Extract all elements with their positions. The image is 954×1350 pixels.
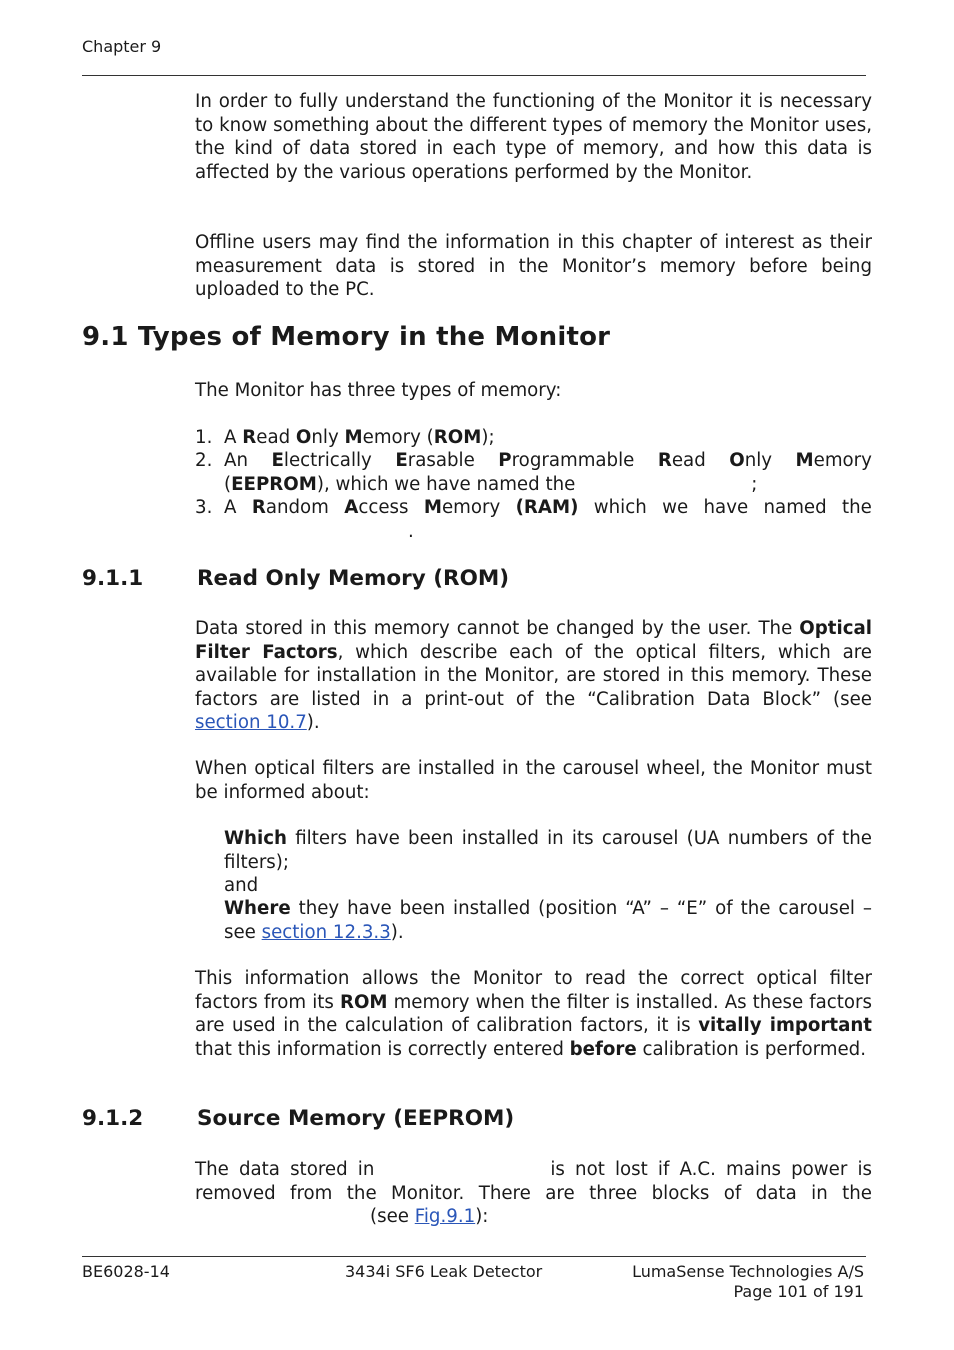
list-marker: 3.: [195, 497, 213, 518]
chapter-label: Chapter 9: [82, 37, 162, 56]
eeprom-line-1: The data stored in is not lost if A.C. mains power is removed from the Monitor. There are three blocks of data in the: [195, 1159, 873, 1204]
list-item-content: [224, 449, 872, 496]
rom-paragraph-2: [195, 757, 872, 804]
list-item-ram: [195, 496, 872, 543]
list-item-rom: [195, 426, 872, 450]
footer-product: 3434i SF6 Leak Detector: [345, 1262, 543, 1281]
and-text: and: [224, 875, 259, 896]
list-item-line-2: .: [408, 520, 414, 542]
section-title: Source Memory (EEPROM): [197, 1106, 515, 1131]
rom-paragraph-2-text: When optical filters are installed in the carousel wheel, the Monitor must be informed about:: [195, 758, 872, 803]
list-item-line-2: (EEPROM), which we have named the ;: [224, 473, 758, 495]
list-item-content: A Read Only Memory (ROM);: [224, 427, 495, 448]
list-marker: 2.: [195, 450, 213, 471]
where-paragraph: Where they have been installed (position “A” – “E” of the carousel – see section 12.3.3).: [224, 898, 872, 943]
which-paragraph: Which filters have been installed in its carousel (UA numbers of the filters);: [224, 828, 872, 873]
footer-company: LumaSense Technologies A/S: [632, 1262, 864, 1281]
memory-types-intro: [195, 379, 872, 403]
list-item-line-1: An Electrically Erasable Programmable Read Only Memory: [224, 450, 872, 471]
section-heading-9-1-1: [82, 566, 509, 591]
link-section-10-7[interactable]: section 10.7: [195, 712, 307, 733]
footer-company-page: [560, 1262, 864, 1302]
section-number: 9.1.2: [82, 1106, 144, 1131]
section-heading-9-1: 9.1 Types of Memory in the Monitor: [82, 322, 611, 352]
link-section-12-3-3[interactable]: section 12.3.3: [261, 921, 391, 943]
and-paragraph: [224, 874, 872, 898]
memory-types-intro-text: The Monitor has three types of memory:: [195, 380, 562, 401]
footer-doc-id: BE6028-14: [82, 1262, 170, 1281]
rom-paragraph-3: This information allows the Monitor to read the correct optical filter factors from its ROM memory when the filter is installed. As these factors are used in the calculation of calibration factors, it is vitally important that this information is correctly entered before calibration is performed.: [195, 968, 873, 1060]
footer-page-number: Page 101 of 191: [733, 1282, 864, 1301]
list-marker: 1.: [195, 427, 213, 448]
footer-rule: [82, 1256, 866, 1257]
eeprom-paragraph-1: [195, 1158, 872, 1229]
link-fig-9-1[interactable]: Fig.9.1: [414, 1206, 476, 1227]
intro-paragraph-1: [195, 90, 872, 184]
section-heading-9-1-2: [82, 1106, 514, 1131]
section-number: 9.1.1: [82, 566, 144, 591]
list-item-line-1: A Random Access Memory (RAM) which we have named the: [224, 497, 872, 518]
section-title: Read Only Memory (ROM): [197, 566, 510, 591]
intro-text-2: Offline users may find the information in this chapter of interest as their measurement data is stored in the Monitor’s memory before being uploaded to the PC.: [195, 232, 872, 300]
intro-text-1: In order to fully understand the functioning of the Monitor it is necessary to know something about the different types of memory the Monitor uses, the kind of data stored in each type of memory, and how this data is affected by the various operations performed by the Monitor.: [195, 91, 872, 183]
list-item-eeprom: [195, 449, 872, 496]
intro-paragraph-2: [195, 231, 872, 302]
eeprom-line-2: (see Fig.9.1):: [370, 1206, 489, 1227]
rom-paragraph-1: Data stored in this memory cannot be changed by the user. The Optical Filter Factors, which describe each of the optical filters, which are available for installation in the Monitor, are stored in this memory. These factors are listed in a print-out of the “Calibration Data Block” (see section 10.7).: [195, 618, 872, 733]
list-item-content: [224, 496, 872, 543]
header-rule: [82, 75, 866, 76]
